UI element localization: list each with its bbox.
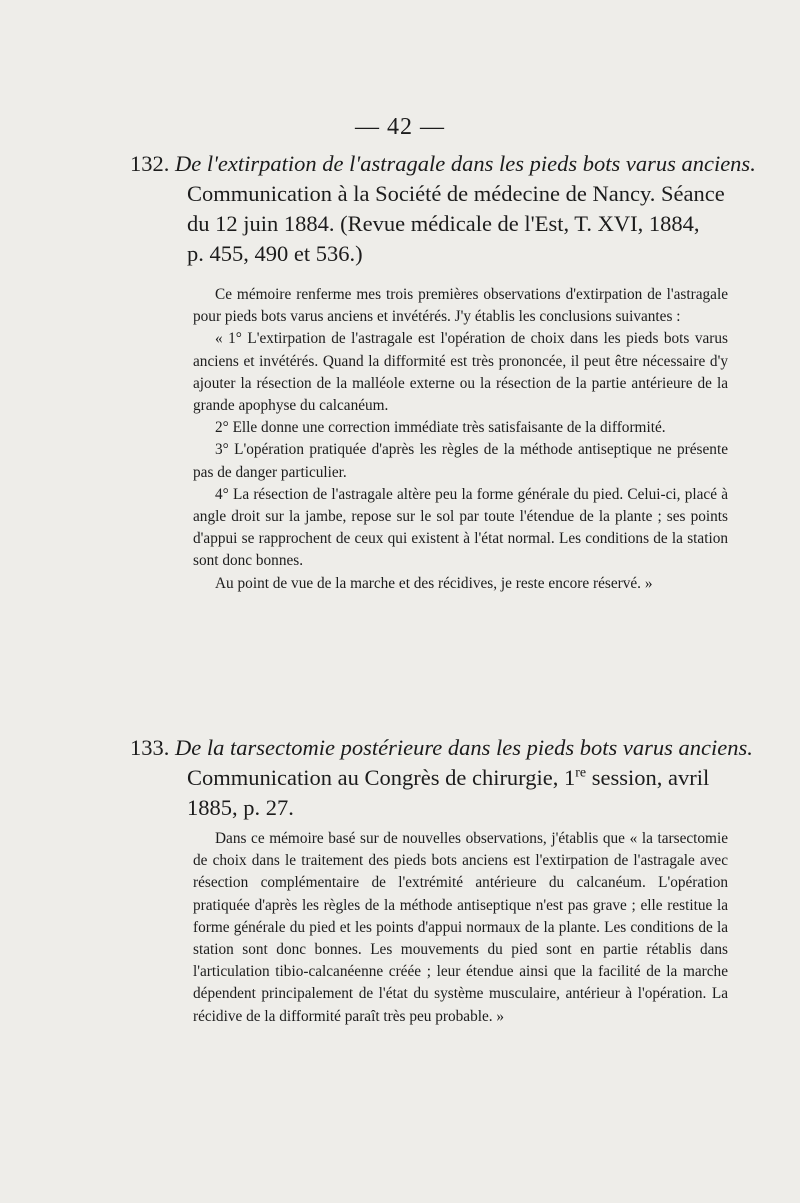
entry-132-ref-line-1: Communication à la Société de médecine de Nancy. Séance <box>187 181 725 206</box>
entry-132-ref-line-2: du 12 juin 1884. (Revue médicale de l'Est, T. XVI, 1884, <box>187 211 700 236</box>
entry-133-paragraph: Dans ce mémoire basé sur de nouvelles observations, j'établis que « la tarsectomie de choix dans le traitement des pieds bots anciens est l'extirpation de l'astragale avec résection complémentaire de l'extrémité antérieure du calcanéum. L'opération pratiquée d'après les règles de la méthode antiseptique n'est pas grave ; elle restitue la forme générale du pied et les points d'appui normaux de la plante. Les conditions de la station sont donc bonnes. Les mouvements du pied sont en partie rétablis dans l'articulation tibio-calcanéenne créée ; leur étendue ainsi que la facilité de la marche dépendent principalement de l'état du système musculaire, antérieur à l'opération. La récidive de la difformité paraît très peu probable. » <box>193 830 728 1025</box>
entry-132-paragraph: 2° Elle donne une correction immédiate très satisfaisante de la difformité. <box>215 419 666 437</box>
entry-133-first-line <box>130 733 753 763</box>
entry-133-ref-text-end: session, avril <box>586 765 710 790</box>
entry-132-body <box>193 284 728 595</box>
entry-133-ref-line-2: 1885, p. 27. <box>187 795 294 820</box>
entry-133-title: De la tarsectomie postérieure dans les pieds bots varus anciens. <box>175 735 753 760</box>
entry-132-paragraph: Au point de vue de la marche et des récidives, je reste encore réservé. » <box>215 574 653 592</box>
entry-132-heading <box>130 149 756 269</box>
entry-132-paragraph: Ce mémoire renferme mes trois premières observations d'extirpation de l'astragale pour pieds bots varus anciens et invétérés. J'y établis les conclusions suivantes : <box>193 286 728 326</box>
entry-132-number: 132. <box>130 151 170 176</box>
entry-132-paragraph: « 1° L'extirpation de l'astragale est l'opération de choix dans les pieds bots varus anciens et invétérés. Quand la difformité est très prononcée, il peut être nécessaire d'y ajouter la résection de la malléole externe ou la résection de la partie antérieure de la grande apophyse du calcanéum. <box>193 330 728 415</box>
entry-132-ref-line-3: p. 455, 490 et 536.) <box>187 241 363 266</box>
entry-132-first-line <box>130 149 756 179</box>
page-number: — 42 — <box>355 114 445 140</box>
entry-132-paragraph: 4° La résection de l'astragale altère peu la forme générale du pied. Celui-ci, placé à angle droit sur la jambe, repose sur le sol par toute l'étendue de la plante ; ses points d'appui se rapprochent de ceux qui existent à l'état normal. Les conditions de la station sont donc bonnes. <box>193 485 728 570</box>
entry-133-ref-superscript: re <box>575 765 587 781</box>
entry-133-ref-text: Communication au Congrès de chirurgie, 1 <box>187 765 576 790</box>
entry-132-paragraph: 3° L'opération pratiquée d'après les règles de la méthode antiseptique ne présente pas de danger particulier. <box>193 441 728 481</box>
entry-133-body <box>193 828 728 1028</box>
entry-133-heading <box>130 733 753 823</box>
entry-132-title: De l'extirpation de l'astragale dans les pieds bots varus anciens. <box>175 151 756 176</box>
entry-133-number: 133. <box>130 735 170 760</box>
entry-133-ref-line-1 <box>130 763 730 793</box>
